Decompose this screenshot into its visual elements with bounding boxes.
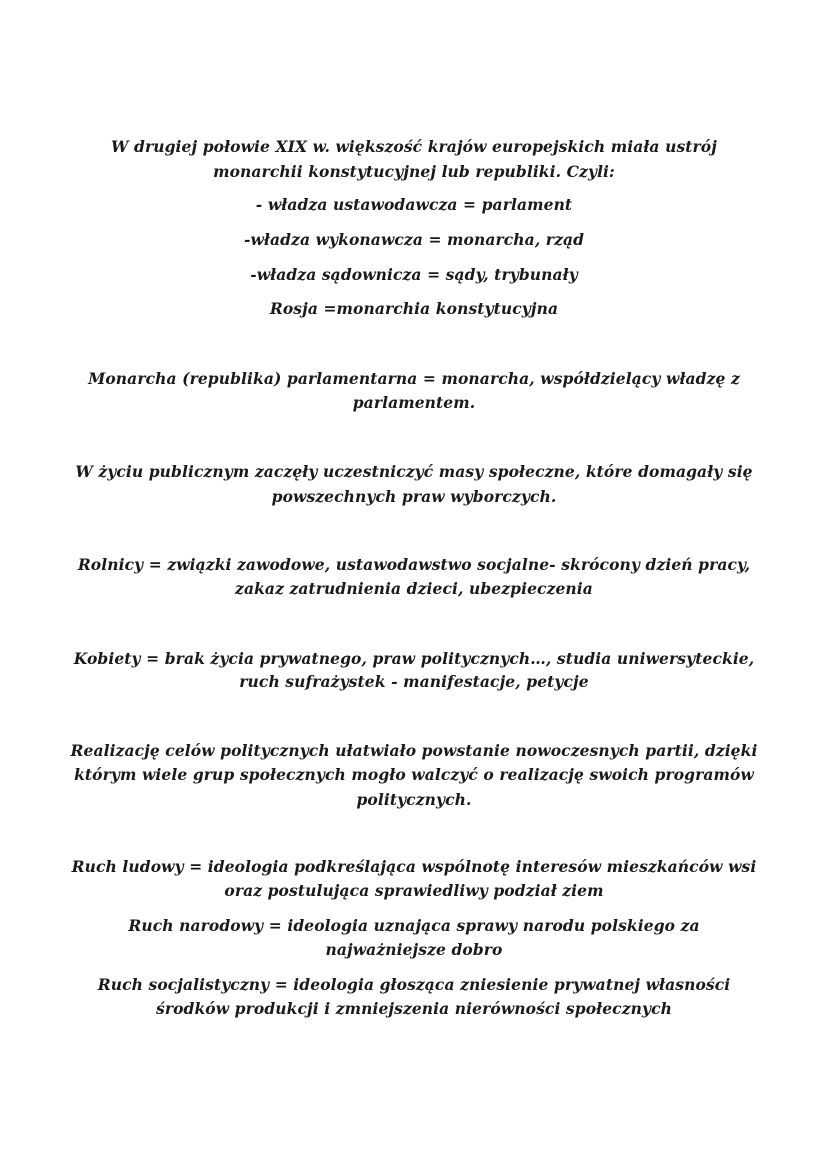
national-movement-line-1: Ruch narodowy = ideologia uznająca sprawy narodu polskiego za [128, 916, 700, 935]
socialist-movement-line-1: Ruch socjalistyczny = ideologia głosząca zniesienie prywatnej własności [97, 975, 731, 994]
national-movement-line-2: najważniejsze dobro [325, 940, 503, 959]
women-line-2: ruch sufrażystek - manifestacje, petycje [239, 672, 589, 691]
peasant-movement-line-1: Ruch ludowy = ideologia podkreślająca wspólnotę interesów mieszkańców wsi [71, 857, 757, 876]
power-judicial: -władza sądownicza = sądy, trybunały [250, 265, 578, 284]
parliamentary-line-1: Monarcha (republika) parlamentarna = monarcha, współdzielący władzę z [88, 369, 740, 388]
public-life-line-1: W życiu publicznym zaczęły uczestniczyć masy społeczne, które domagały się [75, 462, 753, 481]
russia-note: Rosja =monarchia konstytucyjna [269, 299, 559, 318]
parliamentary-line-2: parlamentem. [352, 393, 476, 412]
parties-line-1: Realizację celów politycznych ułatwiało powstanie nowoczesnych partii, dzięki [70, 741, 758, 760]
public-life-line-2: powszechnych praw wyborczych. [271, 487, 557, 506]
intro-line-2: monarchii konstytucyjnej lub republiki. Czyli: [213, 162, 615, 181]
peasant-movement-line-2: oraz postulująca sprawiedliwy podział ziem [224, 881, 604, 900]
socialist-movement-line-2: środków produkcji i zmniejszenia nierówności społecznych [156, 999, 672, 1018]
farmers-line-1: Rolnicy = związki zawodowe, ustawodawstwo socjalne- skrócony dzień pracy, [77, 555, 751, 574]
power-executive: -władza wykonawcza = monarcha, rząd [243, 230, 585, 249]
power-legislative: - władza ustawodawcza = parlament [255, 195, 573, 214]
parties-line-3: politycznych. [356, 790, 472, 809]
farmers-line-2: zakaz zatrudnienia dzieci, ubezpieczenia [235, 579, 593, 598]
intro-line-1: W drugiej połowie XIX w. większość krajów europejskich miała ustrój [111, 137, 717, 156]
parties-line-2: którym wiele grup społecznych mogło walczyć o realizację swoich programów [74, 765, 754, 784]
women-line-1: Kobiety = brak życia prywatnego, praw politycznych…, studia uniwersyteckie, [73, 649, 755, 668]
